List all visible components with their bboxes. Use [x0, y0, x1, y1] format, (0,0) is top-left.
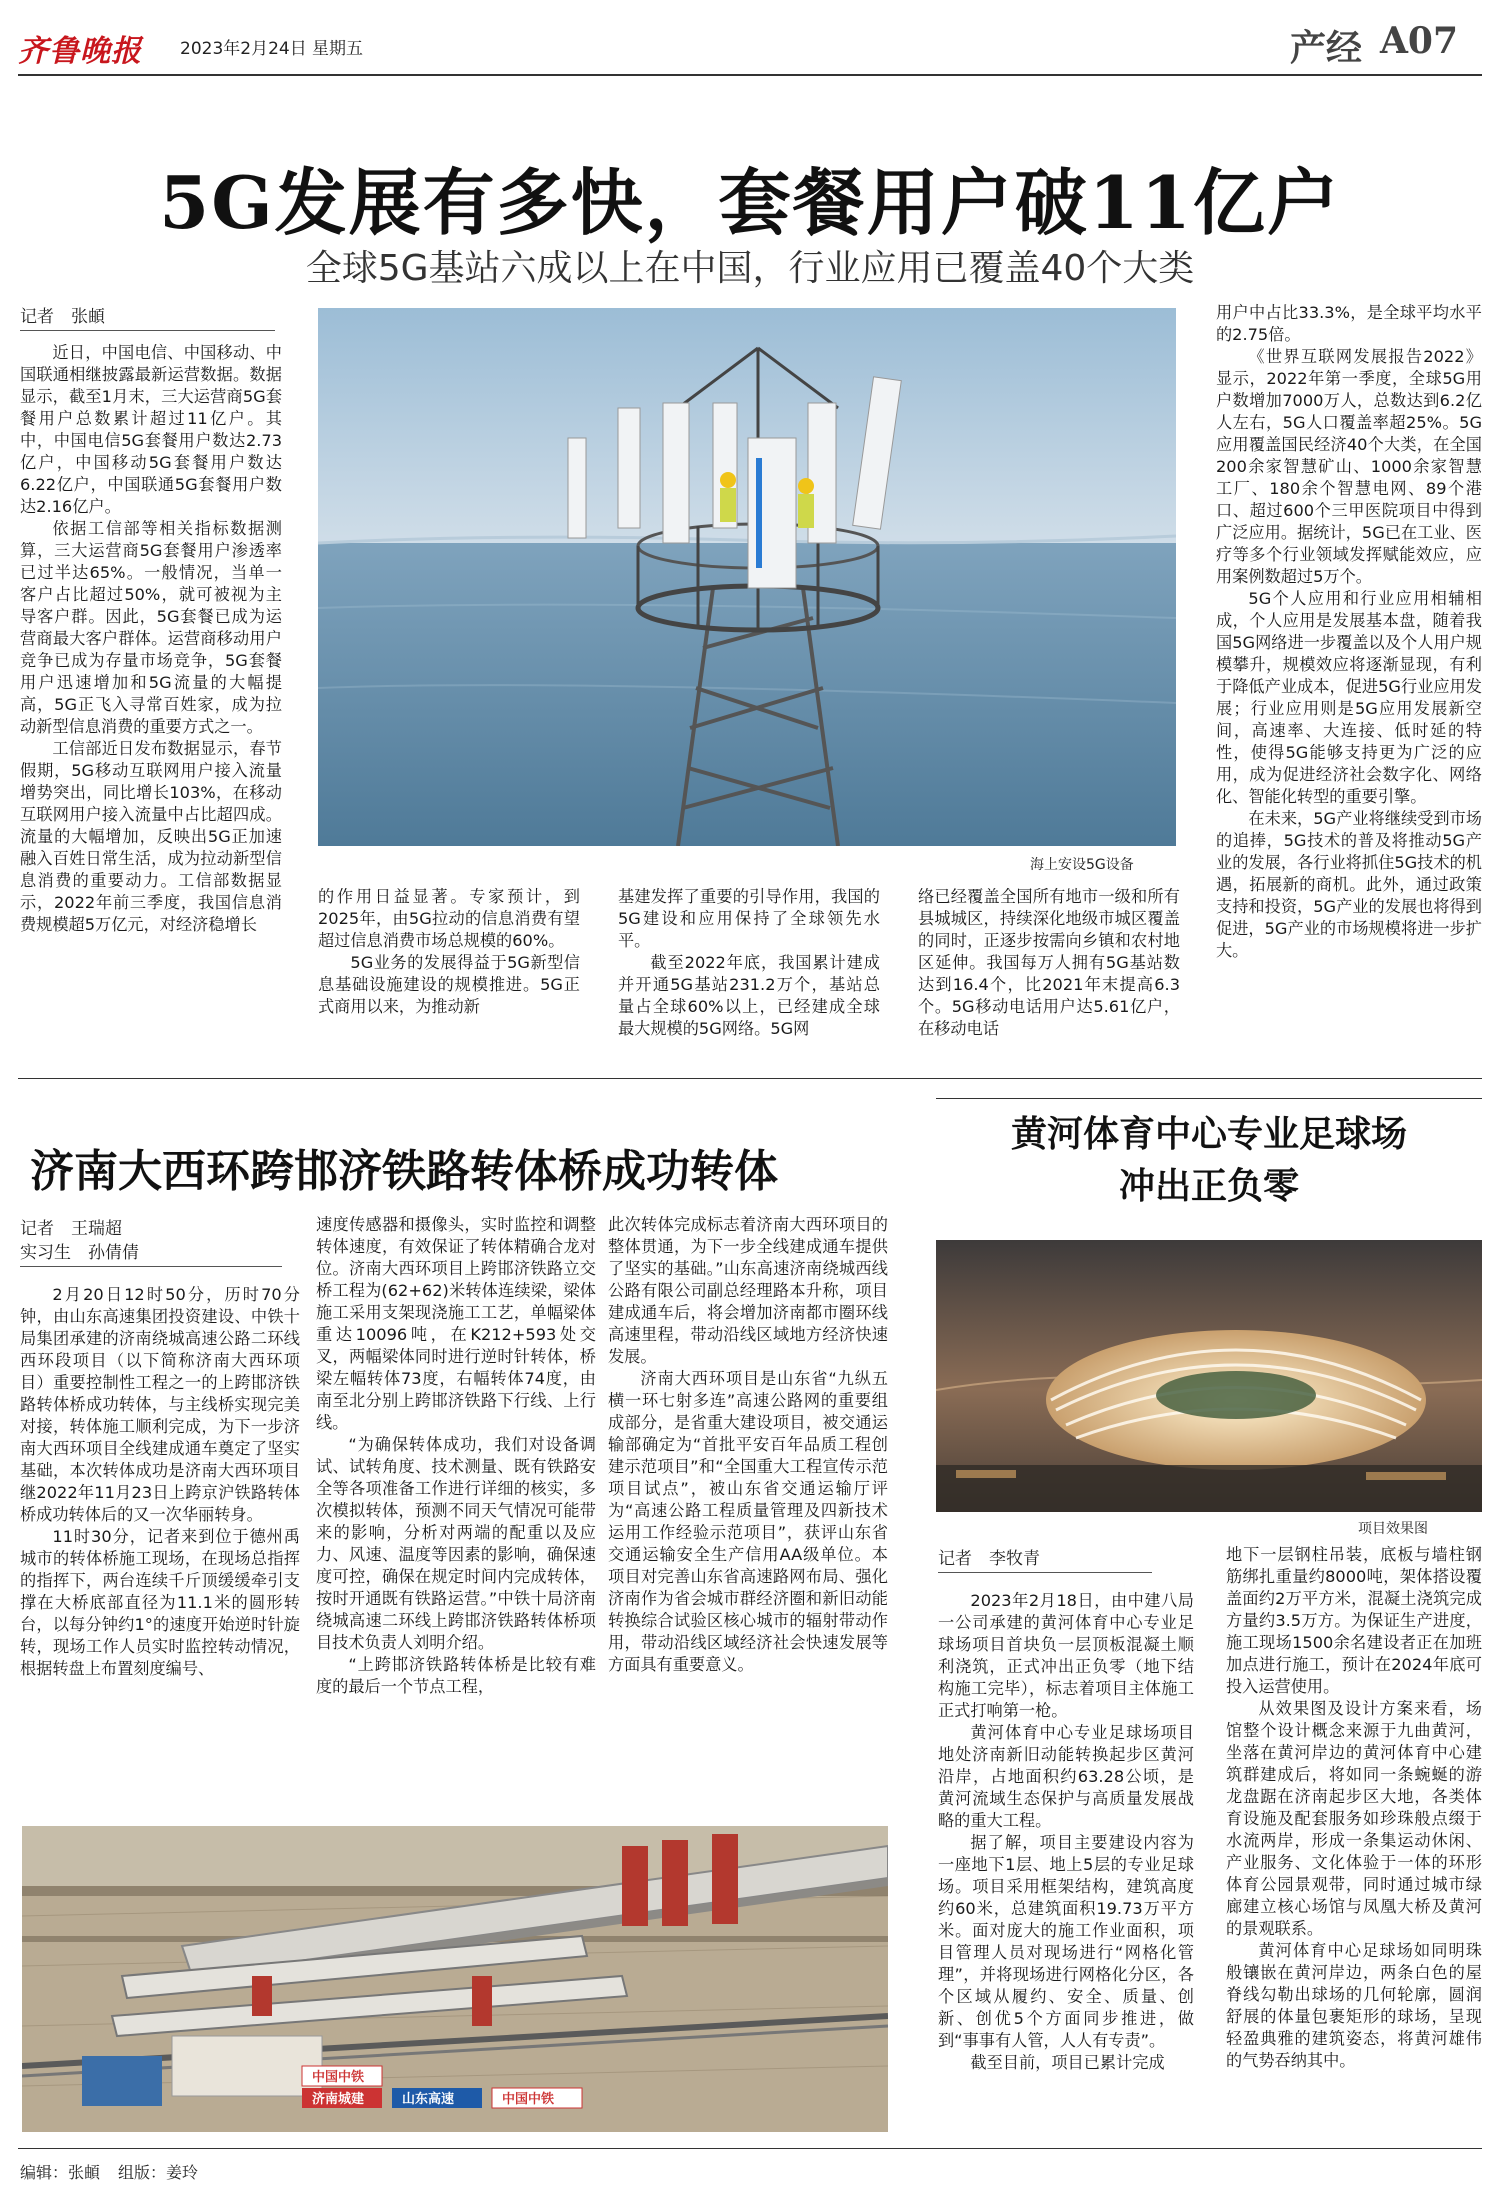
masthead-rule: [18, 74, 1482, 76]
story1-column-1: [20, 342, 282, 936]
paragraph: 2023年2月18日，由中建八局一公司承建的黄河体育中心专业足球场项目首块负一层顶板混凝土顺利浇筑，正式冲出正负零（地下结构施工完毕），标志着项目主体施工正式打响第一枪。: [938, 1591, 1194, 1720]
story2-column-1: [20, 1284, 300, 1680]
paragraph: 在未来，5G产业将继续受到市场的追捧，5G技术的普及将推动5G产业的发展，各行业将抓住5G技术的机遇，拓展新的商机。此外，通过政策支持和投资，5G产业的发展也将得到促进，5G产业的市场规模将进一步扩大。: [1216, 809, 1482, 960]
paragraph: 工信部近日发布数据显示，春节假期，5G移动互联网用户接入流量增势突出，同比增长103%，在移动互联网用户接入流量中占比超四成。流量的大幅增加，反映出5G正加速融入百姓日常生活，成为拉动新型信息消费的重要动力。工信部数据显示，2022年前三季度，我国信息消费规模超5万亿元，对经济稳增长: [20, 739, 282, 934]
paragraph: 黄河体育中心足球场如同明珠般镶嵌在黄河岸边，两条白色的屋脊线勾勒出球场的几何轮廓，圆润舒展的体量包裹矩形的球场，呈现轻盈典雅的建筑姿态，将黄河雄伟的气势吞纳其中。: [1226, 1941, 1482, 2070]
story1-photo: [318, 308, 1176, 846]
paragraph: 截至目前，项目已累计完成: [970, 2053, 1165, 2072]
story3-headline: [936, 1108, 1482, 1212]
story2-column-2: [316, 1214, 596, 1698]
tower-photo-svg: [318, 308, 1176, 846]
story1-column-4: [918, 886, 1180, 1040]
sign-text: 中国中铁: [502, 2092, 555, 2107]
story1-subheadline: 全球5G基站六成以上在中国，行业应用已覆盖40个大类: [305, 248, 1195, 289]
issue-weekday: 星期五: [312, 39, 363, 59]
paragraph: 用户中占比33.3%，是全球平均水平的2.75倍。: [1216, 303, 1482, 344]
paragraph: 速度传感器和摄像头，实时监控和调整转体速度，有效保证了转体精确合龙对位。济南大西环项目上跨邯济铁路立交桥工程为(62+62)米转体连续梁，梁体施工采用支架现浇施工工艺，单幅梁体重达10096吨，在K212+593处交叉，两幅梁体同时进行逆时针转体，桥梁左幅转体73度，右幅转体74度，由南至北分别上跨邯济铁路下行线、上行线。: [316, 1215, 596, 1432]
story3-column-2: [1226, 1544, 1482, 2072]
sign-text: 山东高速: [402, 2092, 455, 2107]
byline-text: 记者 李牧青: [938, 1549, 1040, 1569]
paragraph: 截至2022年底，我国累计建成并开通5G基站231.2万个，基站总量占全球60%以上，已经建成全球最大规模的5G网络。5G网: [618, 953, 880, 1038]
story3-photo: [936, 1240, 1482, 1512]
sign-text: 中国中铁: [312, 2070, 365, 2085]
layout-credit: 组版：姜玲: [118, 2163, 199, 2182]
paragraph: 黄河体育中心专业足球场项目地处济南新旧动能转换起步区黄河沿岸，占地面积约63.28公顷，是黄河流域生态保护与高质量发展战略的重大工程。: [938, 1723, 1194, 1830]
issue-date: 2023年2月24日: [180, 39, 307, 59]
paragraph: 济南大西环项目是山东省“九纵五横一环七射多连”高速公路网的重要组成部分，是省重大建设项目，被交通运输部确定为“首批平安百年品质工程创建示范项目”和“全国重大工程宣传示范项目试点”，被山东省交通运输厅评为“高速公路工程质量管理及四新技术运用工作经验示范项目”，获评山东省交通运输安全生产信用AA级单位。本项目对完善山东省高速路网布局、强化济南作为省会城市群经济圈和新旧动能转换综合试验区核心城市的辐射带动作用，带动沿线区域经济社会快速发展等方面具有重要意义。: [608, 1369, 888, 1674]
story1-headline: 5G发展有多快，套餐用户破11亿户: [159, 160, 1341, 245]
story1-column-3: [618, 886, 880, 1040]
story1-column-5: [1216, 302, 1482, 962]
paragraph: 5G业务的发展得益于5G新型信息基础设施建设的规模推进。5G正式商用以来，为推动新: [318, 953, 580, 1016]
newspaper-logo: 齐鲁晚报: [18, 34, 142, 69]
story1-photo-caption: 海上安设5G设备: [1030, 857, 1134, 873]
byline-text: 记者 王瑞超: [20, 1219, 122, 1239]
byline-text: 实习生 孙倩倩: [20, 1243, 139, 1263]
paragraph: 《世界互联网发展报告2022》显示，2022年第一季度，全球5G用户数增加7000万人，总数达到6.2亿人左右，5G人口覆盖率超25%。5G应用覆盖国民经济40个大类，在全国200余家智慧矿山、1000余家智慧工厂、180余个智慧电网、89个港口、超过600个三甲医院项目中得到广泛应用。据统计，5G已在工业、医疗等多个行业领域发挥赋能效应，应用案例数超过5万个。: [1216, 347, 1482, 586]
sign-text: 济南城建: [312, 2092, 365, 2107]
story2-byline-intern: [20, 1238, 282, 1267]
story1-column-2: [318, 886, 580, 1018]
stadium-photo-svg: [936, 1240, 1482, 1512]
headline-line-1: 黄河体育中心专业足球场: [1010, 1113, 1407, 1155]
byline-text: 记者 张頔: [20, 307, 105, 327]
paragraph: 依据工信部等相关指标数据测算，三大运营商5G套餐用户渗透率已过半达65%。一般情况，当单一客户占比超过50%，就可被视为主导客户群。因此，5G套餐已成为运营商最大客户群体。运营商移动用户竞争已成为存量市场竞争，5G套餐用户迅速增加和5G流量的大幅提高，5G正飞入寻常百姓家，成为拉动新型信息消费的重要方式之一。: [20, 519, 282, 736]
story2-headline: 济南大西环跨邯济铁路转体桥成功转体: [30, 1146, 778, 1197]
story3-top-rule: [936, 1098, 1482, 1099]
story3-byline: [938, 1544, 1152, 1573]
section-divider: [18, 1078, 1482, 1079]
paragraph: 5G个人应用和行业应用相辅相成，个人应用是发展基本盘，随着我国5G网络进一步覆盖以及个人用户规模攀升，规模效应将逐渐显现，有利于降低产业成本，促进5G行业应用发展；行业应用则是5G应用发展新空间，高速率、大连接、低时延的特性，使得5G能够支持更为广泛的应用，成为促进经济社会数字化、网络化、智能化转型的重要引擎。: [1216, 589, 1482, 806]
section-name: 产经: [1290, 27, 1363, 69]
page-code: A07: [1380, 20, 1459, 62]
paragraph: 络已经覆盖全国所有地市一级和所有县城城区，持续深化地级市城区覆盖的同时，正逐步按需向乡镇和农村地区延伸。我国每万人拥有5G基站数达到16.4个，比2021年末提高6.3个。5G移动电话用户达5.61亿户，在移动电话: [918, 887, 1180, 1038]
paragraph: 从效果图及设计方案来看，场馆整个设计概念来源于九曲黄河，坐落在黄河岸边的黄河体育中心建筑群建成后，将如同一条蜿蜒的游龙盘踞在济南起步区大地，各类体育设施及配套服务如珍珠般点缀于水流两岸，形成一条集运动休闲、产业服务、文化体验于一体的环形体育公园景观带，同时通过城市绿廊建立核心场馆与凤凰大桥及黄河的景观联系。: [1226, 1699, 1482, 1938]
paragraph: 基建发挥了重要的引导作用，我国的5G建设和应用保持了全球领先水平。: [618, 887, 880, 950]
footer-rule: [18, 2148, 1482, 2149]
paragraph: 的作用日益显著。专家预计，到2025年，由5G拉动的信息消费有望超过信息消费市场总规模的60%。: [318, 887, 580, 950]
story3-photo-caption: 项目效果图: [1358, 1521, 1428, 1537]
story2-photo: [22, 1826, 888, 2132]
story3-column-1: [938, 1590, 1194, 2074]
headline-line-2: 冲出正负零: [1118, 1165, 1299, 1207]
paragraph: 近日，中国电信、中国移动、中国联通相继披露最新运营数据。数据显示，截至1月末，三大运营商5G套餐用户总数累计超过11亿户。其中，中国电信5G套餐用户数达2.73亿户，中国移动5G套餐用户数达6.22亿户，中国联通5G套餐用户数达2.16亿户。: [20, 343, 282, 516]
editor-credit: 编辑：张頔: [20, 2163, 101, 2182]
paragraph: 此次转体完成标志着济南大西环项目的整体贯通，为下一步全线建成通车提供了坚实的基础。”山东高速济南绕城西线公路有限公司副总经理路本升称，项目建成通车后，将会增加济南都市圈环线高速里程，带动沿线区域地方经济快速发展。: [608, 1215, 888, 1366]
paragraph: “为确保转体成功，我们对设备调试、试转角度、技术测量、既有铁路安全等各项准备工作进行详细的核实，多次模拟转体，预测不同天气情况可能带来的影响，分析对两端的配重以及应力、风速、温度等因素的影响，确保速度可控，确保在规定时间内完成转体，按时开通既有铁路运营。”中铁十局济南绕城高速二环线上跨邯济铁路转体桥项目技术负责人刘明介绍。: [316, 1435, 596, 1652]
bridge-photo-svg: [22, 1826, 888, 2132]
story1-byline: [20, 302, 275, 331]
paragraph: 地下一层钢柱吊装，底板与墙柱钢筋绑扎重量约8000吨，架体搭设覆盖面约2万平方米，混凝土浇筑完成方量约3.5万方。为保证生产进度，施工现场1500余名建设者正在加班加点进行施工，预计在2024年底可投入运营使用。: [1226, 1545, 1482, 1696]
paragraph: 2月20日12时50分，历时70分钟，由山东高速集团投资建设、中铁十局集团承建的济南绕城高速公路二环线西环段项目（以下简称济南大西环项目）重要控制性工程之一的上跨邯济铁路转体桥成功转体，与主线桥实现完美对接，转体施工顺利完成，为下一步济南大西环项目全线建成通车奠定了坚实基础，本次转体成功是济南大西环项目继2022年11月23日上跨京沪铁路转体桥成功转体后的又一次华丽转身。: [20, 1285, 300, 1524]
story2-column-3: [608, 1214, 888, 1676]
paragraph: “上跨邯济铁路转体桥是比较有难度的最后一个节点工程，: [316, 1655, 596, 1696]
paragraph: 11时30分，记者来到位于德州禹城市的转体桥施工现场，在现场总指挥的指挥下，两台连续千斤顶缓缓牵引支撑在大桥底部直径为11.1米的圆形转台，以每分钟约1°的速度开始逆时针旋转，现场工作人员实时监控转动情况，根据转盘上布置刻度编号、: [20, 1527, 300, 1678]
paragraph: 据了解，项目主要建设内容为一座地下1层、地上5层的专业足球场。项目采用框架结构，建筑高度约60米，总建筑面积19.73万平方米。面对庞大的施工作业面积，项目管理人员对现场进行“网格化管理”，并将现场进行网格化分区，各个区域从履约、安全、质量、创新、创优5个方面同步推进，做到“事事有人管，人人有专责”。: [938, 1833, 1194, 2050]
